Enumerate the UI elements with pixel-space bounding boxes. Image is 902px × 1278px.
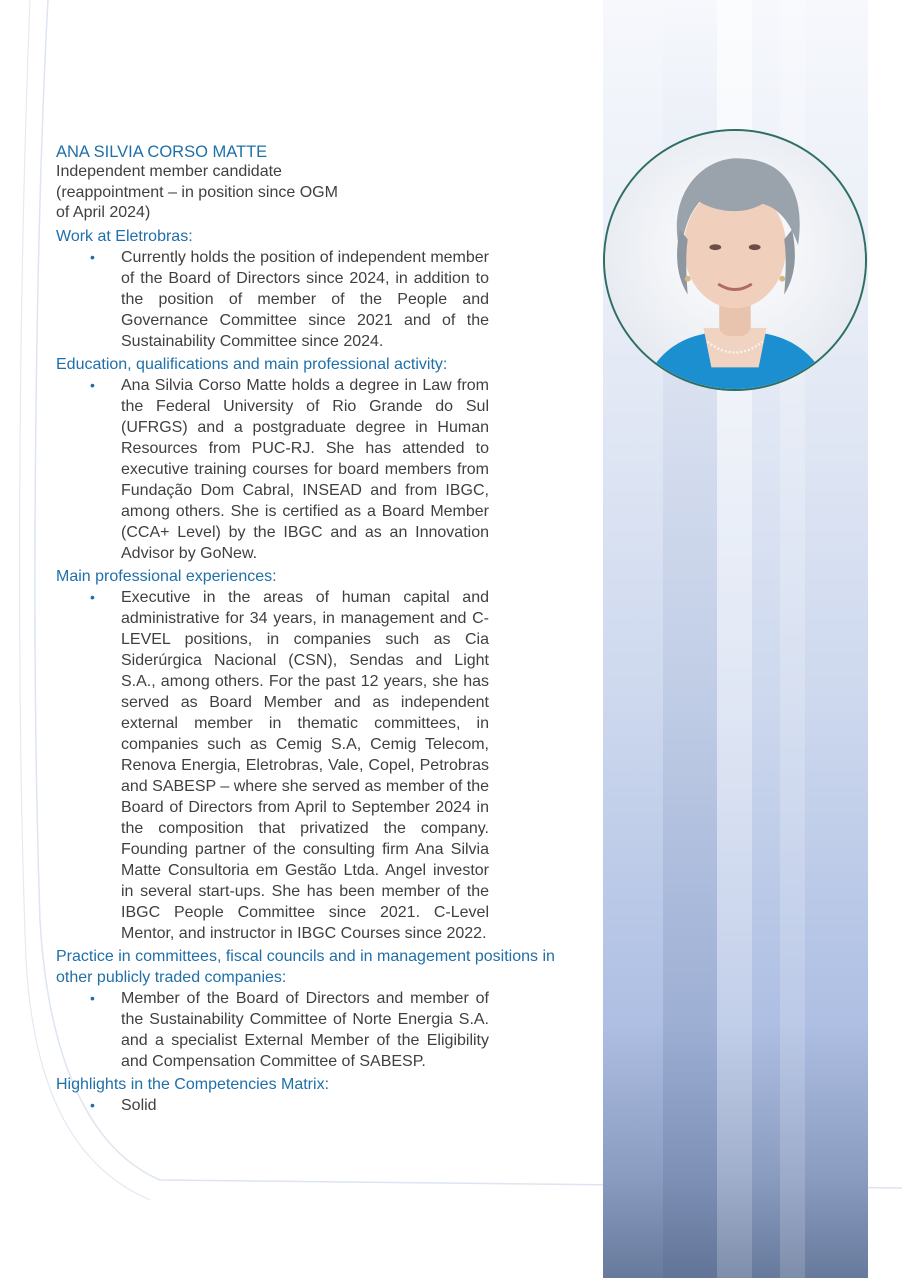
- list-item-text: Member of the Board of Directors and member of the Sustainability Committee of Norte Energia S.A. and a specialist External Member of the Eligibility and Compensation Committee of SABESP.: [121, 989, 489, 1070]
- list-item: [90, 247, 489, 352]
- list-item-text: Currently holds the position of independent member of the Board of Directors since 2024, in addition to the position of member of the People and Governance Committee since 2021 and of the Sustainability Committee since 2024.: [121, 248, 489, 350]
- bullet-icon: •: [90, 989, 95, 1006]
- candidate-role-detail: (reappointment – in position since OGM: [56, 183, 338, 201]
- person-portrait-icon: [605, 131, 865, 389]
- competencies-list: [56, 1095, 591, 1116]
- candidate-role-detail: of April 2024): [56, 204, 151, 221]
- bullet-icon: •: [90, 1096, 95, 1113]
- list-item: [90, 1095, 489, 1116]
- candidate-name: ANA SILVIA CORSO MATTE: [56, 143, 268, 161]
- bullet-icon: •: [90, 248, 95, 265]
- section-heading-competencies: Highlights in the Competencies Matrix:: [56, 1075, 330, 1093]
- list-item-text: Ana Silvia Corso Matte holds a degree in Law from the Federal University of Rio Grande do Sul (UFRGS) and a postgraduate degree in Human Resources from PUC-RJ. She has attended to executive training courses for board members from Fundação Dom Cabral, INSEAD and from IBGC, among others. She is certified as a Board Member (CCA+ Level) by the IBGC and as an Innovation Advisor by GoNew.: [121, 376, 489, 562]
- work-list: [56, 247, 591, 352]
- list-item: [90, 988, 489, 1072]
- section-heading-work: Work at Eletrobras:: [56, 227, 193, 245]
- list-item: [90, 587, 489, 944]
- bullet-icon: •: [90, 376, 95, 393]
- list-item-text: Solid: [121, 1096, 157, 1114]
- bullet-icon: •: [90, 588, 95, 605]
- section-heading-committees: Practice in committees, fiscal councils and in management positions in other publicly traded companies:: [56, 947, 555, 986]
- committees-list: [56, 988, 591, 1072]
- section-heading-education: Education, qualifications and main professional activity:: [56, 355, 448, 373]
- candidate-role: Independent member candidate: [56, 163, 282, 180]
- list-item: [90, 375, 489, 564]
- education-list: [56, 375, 591, 564]
- candidate-portrait: [603, 129, 867, 391]
- candidate-profile: [56, 142, 591, 1116]
- section-heading-experiences: Main professional experiences:: [56, 567, 277, 585]
- experiences-list: [56, 587, 591, 944]
- list-item-text: Executive in the areas of human capital and administrative for 34 years, in management and C-LEVEL positions, in companies such as Cia Siderúrgica Nacional (CSN), Sendas and Light S.A., among others. For the past 12 years, she has served as Board Member and as independent external member in thematic committees, in companies such as Cemig S.A, Cemig Telecom, Renova Energia, Eletrobras, Vale, Copel, Petrobras and SABESP – where she served as member of the Board of Directors from April to September 2024 in the composition that privatized the company. Founding partner of the consulting firm Ana Silvia Matte Consultoria em Gestão Ltda. Angel investor in several start-ups. She has been member of the IBGC People Committee since 2021. C-Level Mentor, and instructor in IBGC Courses since 2022.: [121, 588, 489, 942]
